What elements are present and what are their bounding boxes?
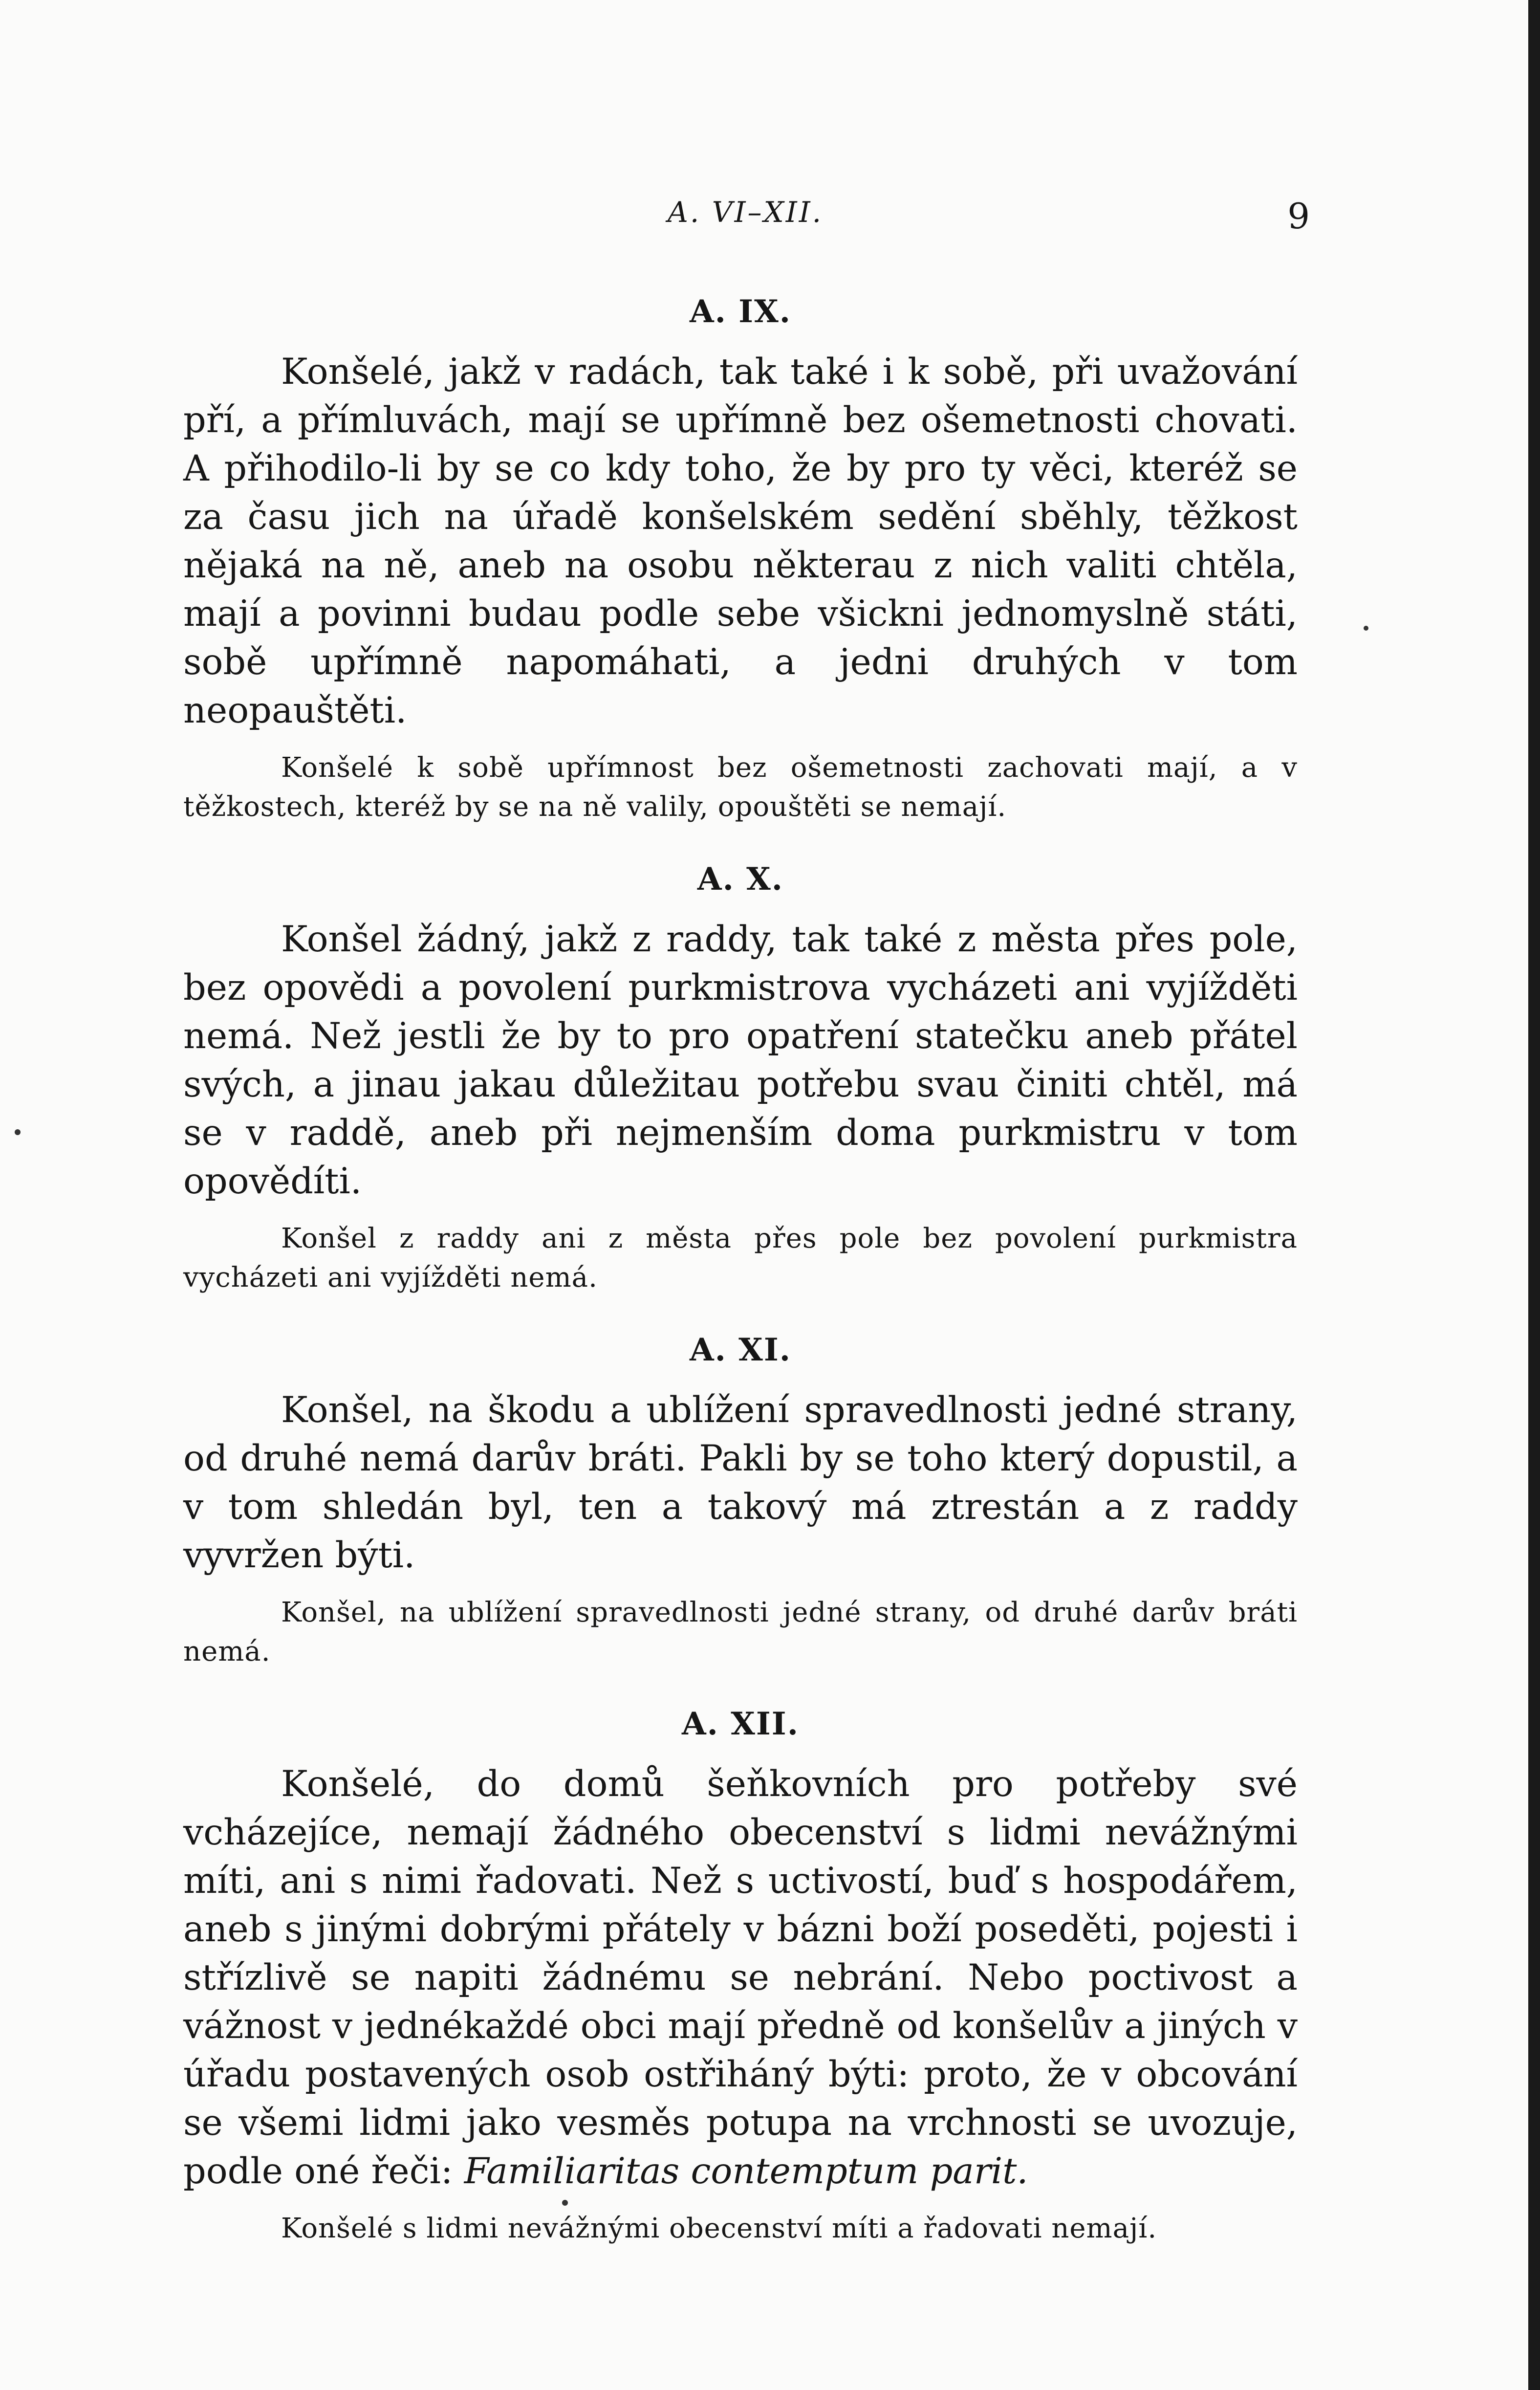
article-text <box>183 1760 1298 2195</box>
article-xii <box>183 1706 1298 2248</box>
article-text: Konšelé, jakž v radách, tak také i k sobě, při uvažování pří, a přímluvách, mají se upřímně bez ošemetnosti chovati. A přihodilo-li by se co kdy toho, že by pro ty věci, kteréž se za času jich na úřadě konšelském sedění sběhly, těžkost nějaká na ně, aneb na osobu některau z nich valiti chtěla, mají a povinni budau podle sebe všickni jednomyslně státi, sobě upřímně napomáhati, a jedni druhých v tom neopauštěti. <box>183 351 1298 731</box>
speck-mark <box>15 1129 21 1135</box>
article-text: Konšel, na škodu a ublížení spravedlnosti jedné strany, od druhé nemá darův bráti. Pakli by se toho který dopustil, a v tom shledán byl, ten a takový má ztrestán a z raddy vyvržen býti. <box>183 1389 1298 1576</box>
article-text: Konšel žádný, jakž z raddy, tak také z města přes pole, bez opovědi a povolení purkmistrova vycházeti ani vyjížděti nemá. Než jestli že by to pro opatření statečku aneb přátel svých, a jinau jakau důležitau potřebu svau činiti chtěl, má se v raddě, aneb při nejmenším doma purkmistru v tom opovědíti. <box>183 919 1298 1202</box>
article-xi <box>183 1332 1298 1671</box>
article-heading: A. X. <box>697 861 784 898</box>
article-ix <box>183 293 1298 827</box>
article-summary: Konšel z raddy ani z města přes pole bez povolení purkmistra vycházeti ani vyjížděti nemá. <box>183 1223 1298 1294</box>
article-heading: A. XI. <box>689 1332 792 1368</box>
article-text-main: Konšelé, do domů šeňkovních pro potřeby své vcházejíce, nemají žádného obecenství s lidmi nevážnými míti, ani s nimi řadovati. Než s uctivostí, buď s hospodářem, aneb s jinými dobrými přátely v bázni boží poseděti, pojesti i střízlivě se napiti žádnému se nebrání. Nebo poctivost a vážnost v jednékaždé obci mají předně od konšelův a jiných v úřadu postavených osob ostřiháný býti: proto, že v obcování se všemi lidmi jako vesměs potupa na vrchnosti se uvozuje, podle oné řeči: <box>183 1763 1298 2192</box>
speck-mark <box>1364 626 1368 631</box>
page-header <box>181 196 1310 240</box>
page-number: 9 <box>1287 196 1310 237</box>
article-heading: A. XII. <box>681 1706 800 1742</box>
latin-quote: Familiaritas contemptum parit. <box>464 2150 1028 2192</box>
running-head: A. VI–XII. <box>667 196 824 229</box>
article-summary: Konšelé k sobě upřímnost bez ošemetnosti zachovati mají, a v těžkostech, kteréž by se na ně valily, opouštěti se nemají. <box>183 752 1298 823</box>
article-heading: A. IX. <box>689 293 792 330</box>
article-x <box>183 861 1298 1297</box>
speck-mark <box>562 2200 568 2206</box>
article-summary: Konšelé s lidmi nevážnými obecenství míti a řadovati nemají. <box>281 2213 1157 2244</box>
article-summary: Konšel, na ublížení spravedlnosti jedné strany, od druhé darův bráti nemá. <box>183 1597 1298 1667</box>
page-body <box>183 293 1298 2282</box>
